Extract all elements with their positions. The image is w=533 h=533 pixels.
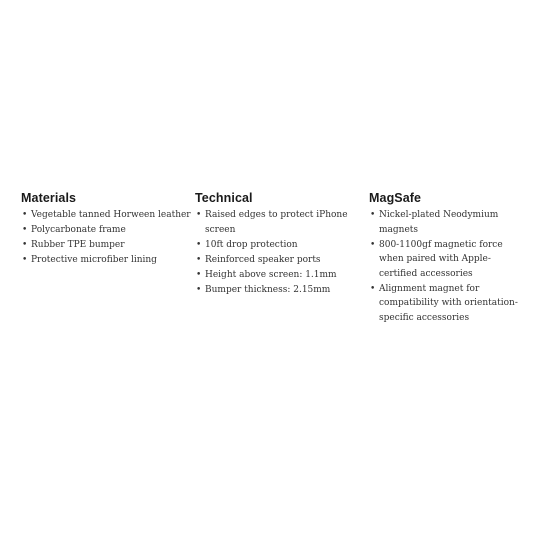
list-item: • Alignment magnet for compatibility with orientation-specific accessories (369, 282, 529, 326)
materials-heading: Materials (21, 191, 77, 205)
list-item: • Bumper thickness: 2.15mm (195, 283, 369, 298)
technical-list (195, 208, 369, 297)
technical-column (195, 190, 369, 326)
technical-heading: Technical (195, 191, 253, 205)
list-item: • Nickel-plated Neodymium magnets (369, 208, 529, 237)
product-specs (21, 190, 531, 326)
list-item: • Polycarbonate frame (21, 223, 195, 238)
list-item: • Vegetable tanned Horween leather (21, 208, 195, 223)
list-item: • Raised edges to protect iPhone screen (195, 208, 369, 237)
materials-column (21, 190, 195, 326)
list-item: • Rubber TPE bumper (21, 238, 195, 253)
list-item: • 800-1100gf magnetic force when paired with Apple-certified accessories (369, 238, 529, 282)
magsafe-heading: MagSafe (369, 191, 422, 205)
list-item: • Reinforced speaker ports (195, 253, 369, 268)
magsafe-column (369, 190, 529, 326)
magsafe-list (369, 208, 529, 325)
list-item: • Protective microfiber lining (21, 253, 195, 268)
materials-list (21, 208, 195, 268)
list-item: • 10ft drop protection (195, 238, 369, 253)
list-item: • Height above screen: 1.1mm (195, 268, 369, 283)
